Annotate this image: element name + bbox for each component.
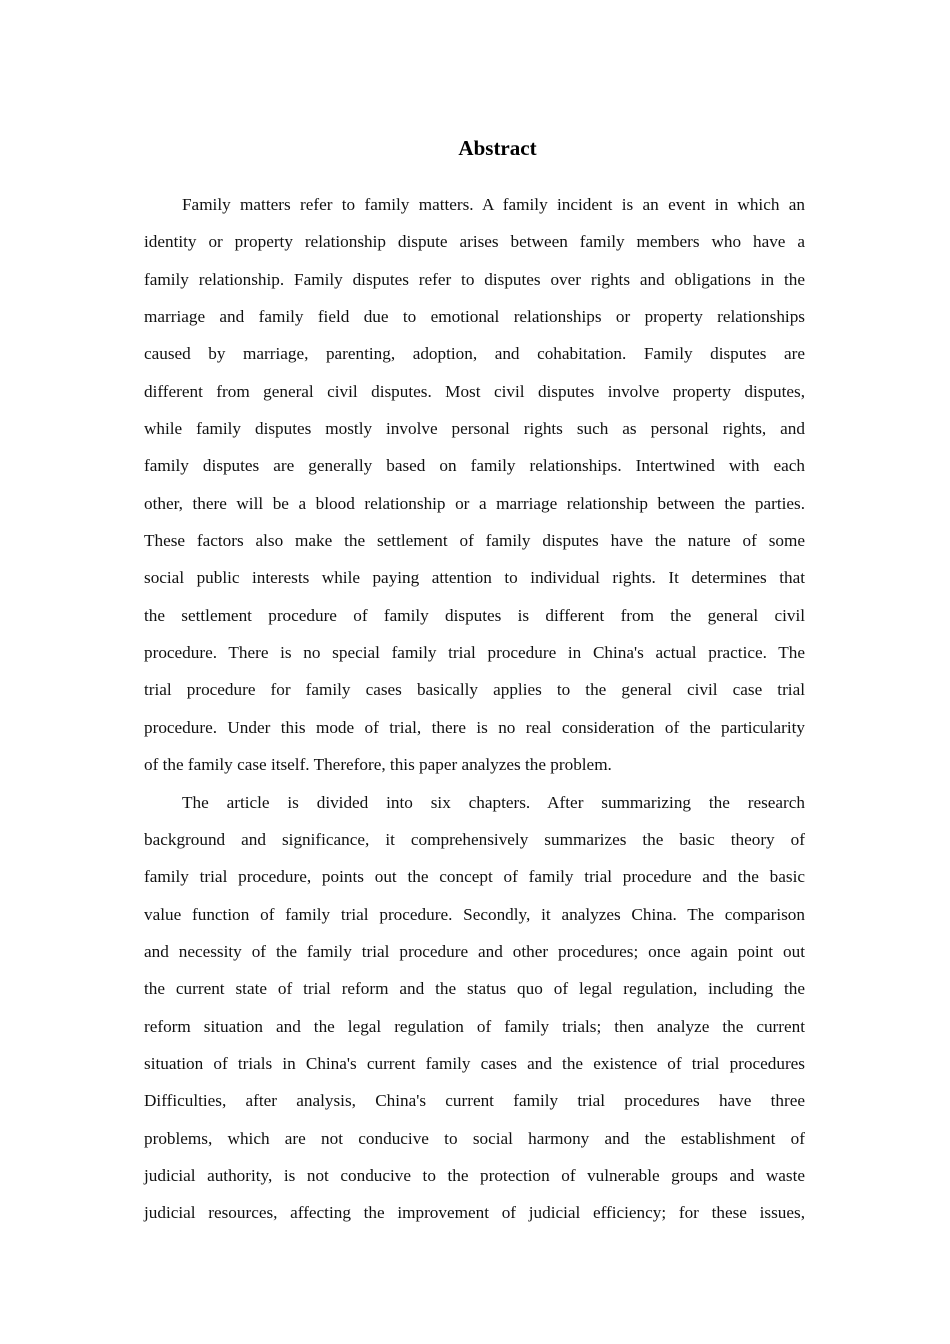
text-line: family relationship. Family disputes refer to disputes over rights and obligations in the xyxy=(144,269,805,289)
text-line: The article is divided into six chapters. After summarizing the research xyxy=(182,792,805,812)
text-line: the settlement procedure of family disputes is different from the general civil xyxy=(144,605,805,625)
text-line: family disputes are generally based on family relationships. Intertwined with each xyxy=(144,456,805,476)
text-line: Difficulties, after analysis, China's current family trial procedures have three xyxy=(144,1091,805,1111)
text-line: judicial resources, affecting the improvement of judicial efficiency; for these issues, xyxy=(144,1203,805,1223)
text-line: while family disputes mostly involve personal rights such as personal rights, and xyxy=(144,419,805,439)
text-line: problems, which are not conducive to social harmony and the establishment of xyxy=(144,1128,805,1148)
text-line: social public interests while paying attention to individual rights. It determines that xyxy=(144,568,805,588)
text-line: family trial procedure, points out the concept of family trial procedure and the basic xyxy=(144,867,805,887)
text-line: reform situation and the legal regulation of family trials; then analyze the current xyxy=(144,1016,805,1036)
text-line: of the family case itself. Therefore, this paper analyzes the problem. xyxy=(144,755,612,775)
text-line: value function of family trial procedure. Secondly, it analyzes China. The comparison xyxy=(144,904,805,924)
text-line: other, there will be a blood relationship or a marriage relationship between the parties. xyxy=(144,493,805,513)
text-line: These factors also make the settlement of family disputes have the nature of some xyxy=(144,531,805,551)
text-line: different from general civil disputes. Most civil disputes involve property disputes, xyxy=(144,381,805,401)
text-line: situation of trials in China's current family cases and the existence of trial procedures xyxy=(144,1053,805,1073)
text-line: the current state of trial reform and the status quo of legal regulation, including the xyxy=(144,979,805,999)
abstract-body xyxy=(144,186,805,1232)
text-line: caused by marriage, parenting, adoption, and cohabitation. Family disputes are xyxy=(144,344,805,364)
text-line: background and significance, it comprehensively summarizes the basic theory of xyxy=(144,829,805,849)
text-line: marriage and family field due to emotional relationships or property relationships xyxy=(144,307,805,327)
paragraph-1 xyxy=(144,186,805,784)
text-line: procedure. Under this mode of trial, there is no real consideration of the particularity xyxy=(144,717,805,737)
paragraph-2 xyxy=(144,784,805,1232)
text-line: procedure. There is no special family trial procedure in China's actual practice. The xyxy=(144,643,805,663)
page-title: Abstract xyxy=(458,136,537,160)
text-line: judicial authority, is not conducive to the protection of vulnerable groups and waste xyxy=(144,1165,805,1185)
text-line: and necessity of the family trial procedure and other procedures; once again point out xyxy=(144,941,805,961)
text-line: Family matters refer to family matters. A family incident is an event in which an xyxy=(182,195,805,214)
text-line: identity or property relationship dispute arises between family members who have a xyxy=(144,232,805,252)
text-line: trial procedure for family cases basically applies to the general civil case trial xyxy=(144,680,805,700)
